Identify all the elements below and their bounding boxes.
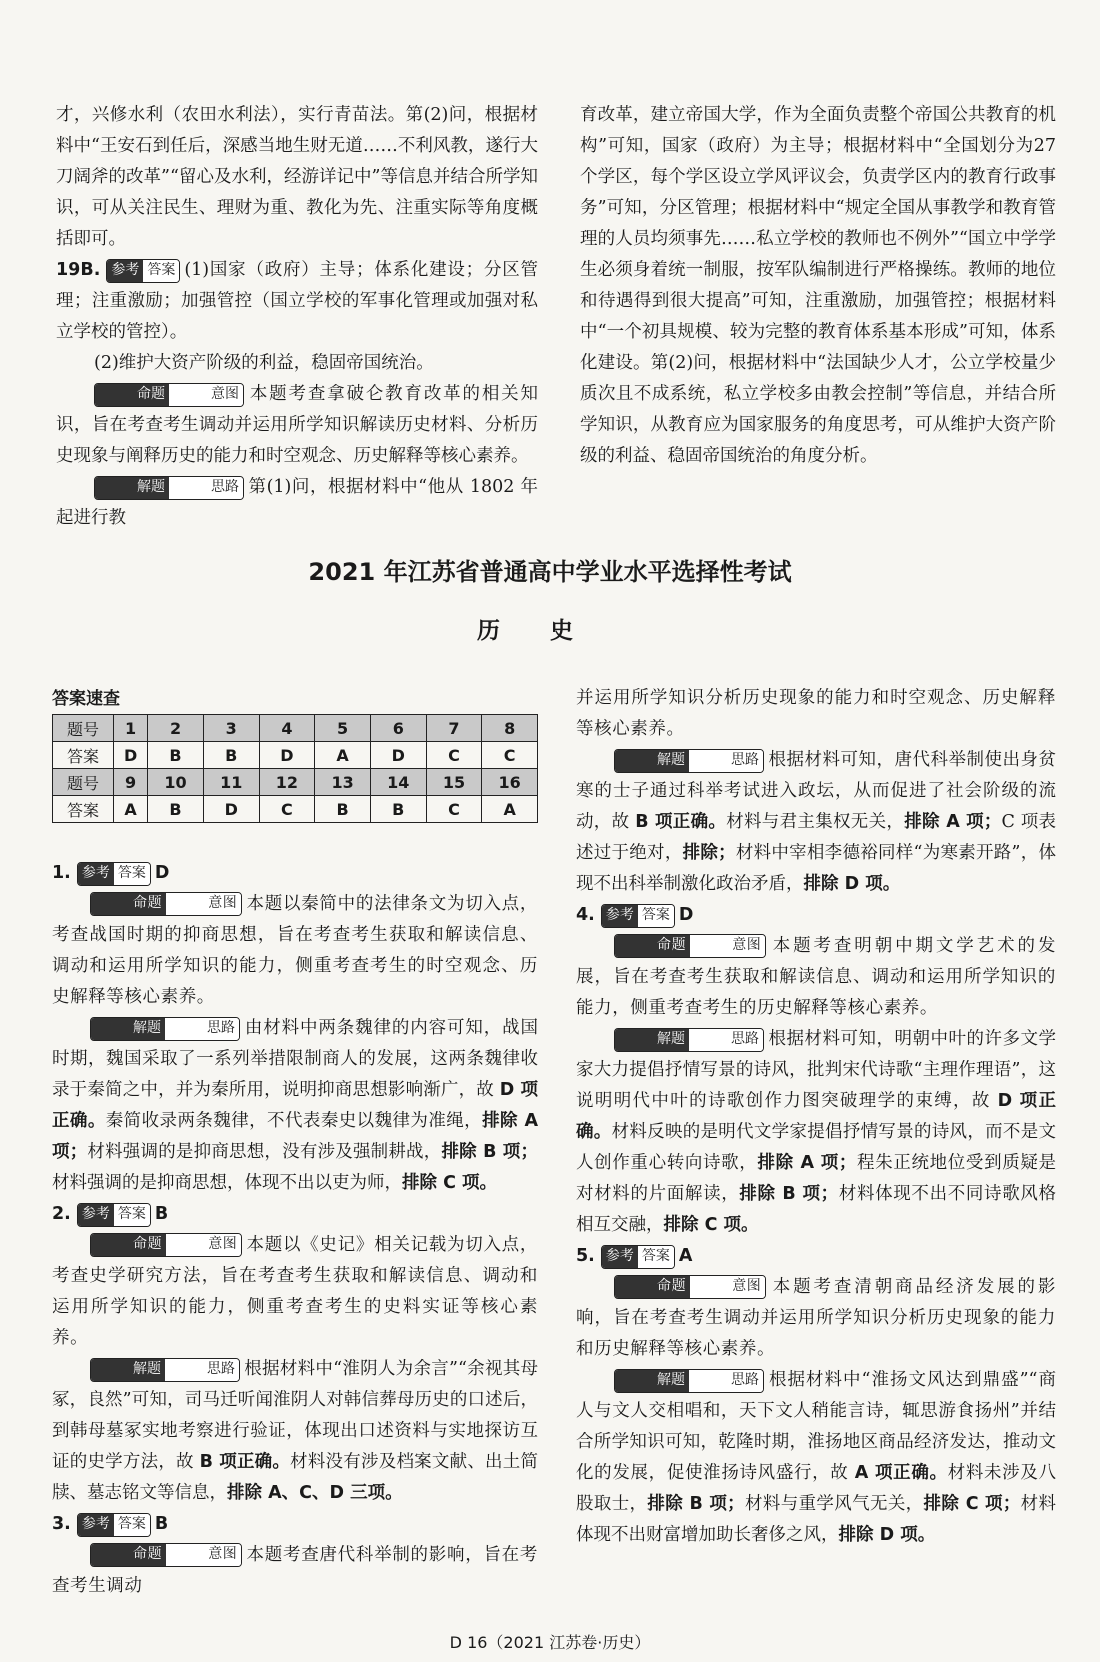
q19-idea-continued: 育改革，建立帝国大学，作为全面负责整个帝国公共教育的机构”可知，国家（政府）为主导；根据材料中“全国划分为27个学区，每个学区设立学风评议会，负责学区内的教育行政事务”可知，分区管理；根据材料中“规定全国从事教学和教育管理的人员均须事先……私立学校的教师也不例外”“国立中学学生必须身着统一制服，按军队编制进行严格操练。教师的地位和待遇得到很大提高”可知，注重激励，加强管控；根据材料中“一个初具规模、较为完整的教育体系基本形成”可知，体系化建设。第(2)问，根据材料中“法国缺少人才，公立学校量少质次且不成系统，私立学校多由教会控制”等信息，并结合所学知识，从教育应为国家服务的角度思考，可从维护大资产阶级的利益、稳固帝国统治的角度分析。 xyxy=(580,105,1056,466)
q5-intent: 命题 意图 本题考查清朝商品经济发展的影响，旨在考查考生调动并运用所学知识分析历史现象的能力和历史解释等核心素养。 xyxy=(576,1277,1056,1359)
q19-idea: 解题 思路 第(1)问，根据材料中“他从 1802 年起进行教 xyxy=(56,477,538,528)
intent-label: 命题 意图 xyxy=(94,383,244,407)
q5-idea: 解题 思路 根据材料中“淮扬文风达到鼎盛”“商人与文人交相唱和，天下文人稍能言诗，辄思游食扬州”并结合所学知识可知，乾隆时期，淮扬地区商品经济发达，推动文化的发展，促使淮扬诗风盛行，故 A 项正确。材料未涉及八股取士，排除 B 项；材料与重学风气无关，排除 C 项；材料体现不出财富增加助长奢侈之风，排除 D 项。 xyxy=(576,1370,1057,1545)
table-row: 题号 1 2 3 4 5 6 7 8 xyxy=(53,715,538,742)
q5-answer: 5. 参考 答案 A xyxy=(576,1241,1056,1272)
table-row: 答案 D B B D A D C C xyxy=(53,742,538,769)
answer-table xyxy=(52,714,538,823)
q4-idea: 解题 思路 根据材料可知，明朝中叶的许多文学家大力提倡抒情写景的诗风，批判宋代诗歌“主理作理语”，这说明明代中叶的诗歌创作力图突破理学的束缚，故 D 项正确。材料反映的是明代文学家提倡抒情写景的诗风，而不是文人创作重心转向诗歌，排除 A 项；程朱正统地位受到质疑是对材料的片面解读，排除 B 项；材料体现不出不同诗歌风格相互交融，排除 C 项。 xyxy=(576,1029,1057,1235)
quick-answer-title: 答案速查 xyxy=(52,689,120,709)
top-left-column xyxy=(56,100,538,534)
q3-answer: 3. 参考 答案 B xyxy=(52,1509,538,1540)
q4-answer: 4. 参考 答案 D xyxy=(576,900,1056,931)
table-row: 题号 9 10 11 12 13 14 15 16 xyxy=(53,769,538,796)
q3-intent: 命题 意图 本题考查唐代科举制的影响，旨在考查考生调动 xyxy=(52,1545,538,1596)
q4-intent: 命题 意图 本题考查明朝中期文学艺术的发展，旨在考查考生获取和解读信息、调动和运用所学知识的能力，侧重考查考生的历史解释等核心素养。 xyxy=(576,936,1056,1018)
q3-idea: 解题 思路 根据材料可知，唐代科举制使出身贫寒的士子通过科举考试进入政坛，从而促进了社会阶级的流动，故 B 项正确。材料与君主集权无关，排除 A 项；C 项表述过于绝对，排除；材料中宰相李德裕同样“为寒素开路”，体现不出科举制激化政治矛盾，排除 D 项。 xyxy=(576,750,1056,894)
idea-label: 解题 思路 xyxy=(94,476,244,500)
q19-answer-text: (1)国家（政府）主导；体系化建设；分区管理；注重激励；加强管控（国立学校的军事化管理或加强对私立学校的管控）。 xyxy=(56,260,538,342)
reference-answer-label: 参考 答案 xyxy=(77,862,151,886)
q19-number: 19B. xyxy=(56,260,101,280)
q1-answer: 1. 参考 答案 D xyxy=(52,858,538,889)
q1-intent: 命题 意图 本题以秦简中的法律条文为切入点，考查战国时期的抑商思想，旨在考查考生获取和解读信息、调动和运用所学知识的能力，侧重考查考生的时空观念、历史解释等核心素养。 xyxy=(52,894,538,1007)
bottom-left-column xyxy=(52,858,538,1602)
subject-title: 历史 xyxy=(477,618,623,644)
q2-answer: 2. 参考 答案 B xyxy=(52,1199,538,1230)
bottom-right-column xyxy=(576,683,1056,1551)
q19-answer-1 xyxy=(56,255,538,348)
table-row: 答案 A B D C B B C A xyxy=(53,796,538,823)
q2-intent: 命题 意图 本题以《史记》相关记载为切入点，考查史学研究方法，旨在考查考生获取和解读信息、调动和运用所学知识的能力，侧重考查考生的史料实证等核心素养。 xyxy=(52,1235,538,1348)
page-footer: D 16（2021 江苏卷·历史） xyxy=(449,1633,651,1652)
exam-title: 2021 年江苏省普通高中学业水平选择性考试 xyxy=(308,558,792,586)
q19-answer-2: (2)维护大资产阶级的利益，稳固帝国统治。 xyxy=(94,353,434,373)
q2-idea: 解题 思路 根据材料中“淮阴人为余言”“余视其母冢，良然”可知，司马迁听闻淮阴人对韩信葬母历史的口述后，到韩母墓冢实地考察进行验证，体现出口述资料与实地探访互证的史学方法，故 B 项正确。材料没有涉及档案文献、出土简牍、墓志铭文等信息，排除 A、C、D 三项。 xyxy=(52,1359,538,1503)
top-right-column xyxy=(580,100,1056,472)
q19-intent: 命题 意图 本题考查拿破仑教育改革的相关知识，旨在考查考生调动并运用所学知识解读历史材料、分析历史现象与阐释历史的能力和时空观念、历史解释等核心素养。 xyxy=(56,384,538,466)
q18-analysis-continued: 才，兴修水利（农田水利法），实行青苗法。第(2)问，根据材料中“王安石到任后，深感当地生财无道……不利风教，遂行大刀阔斧的改革”“留心及水利，经游详记中”等信息并结合所学知识，可从关注民生、理财为重、教化为先、注重实际等角度概括即可。 xyxy=(56,105,538,249)
q3-intent-continued: 并运用所学知识分析历史现象的能力和时空观念、历史解释等核心素养。 xyxy=(576,688,1056,739)
q1-idea: 解题 思路 由材料中两条魏律的内容可知，战国时期，魏国采取了一系列举措限制商人的发展，这两条魏律收录于秦简之中，并为秦所用，说明抑商思想影响渐广，故 D 项正确。秦简收录两条魏律，不代表秦史以魏律为准绳，排除 A 项；材料强调的是抑商思想，没有涉及强制耕战，排除 B 项；材料强调的是抑商思想，体现不出以吏为师，排除 C 项。 xyxy=(52,1018,539,1193)
reference-answer-label: 参考 答案 xyxy=(106,259,180,283)
